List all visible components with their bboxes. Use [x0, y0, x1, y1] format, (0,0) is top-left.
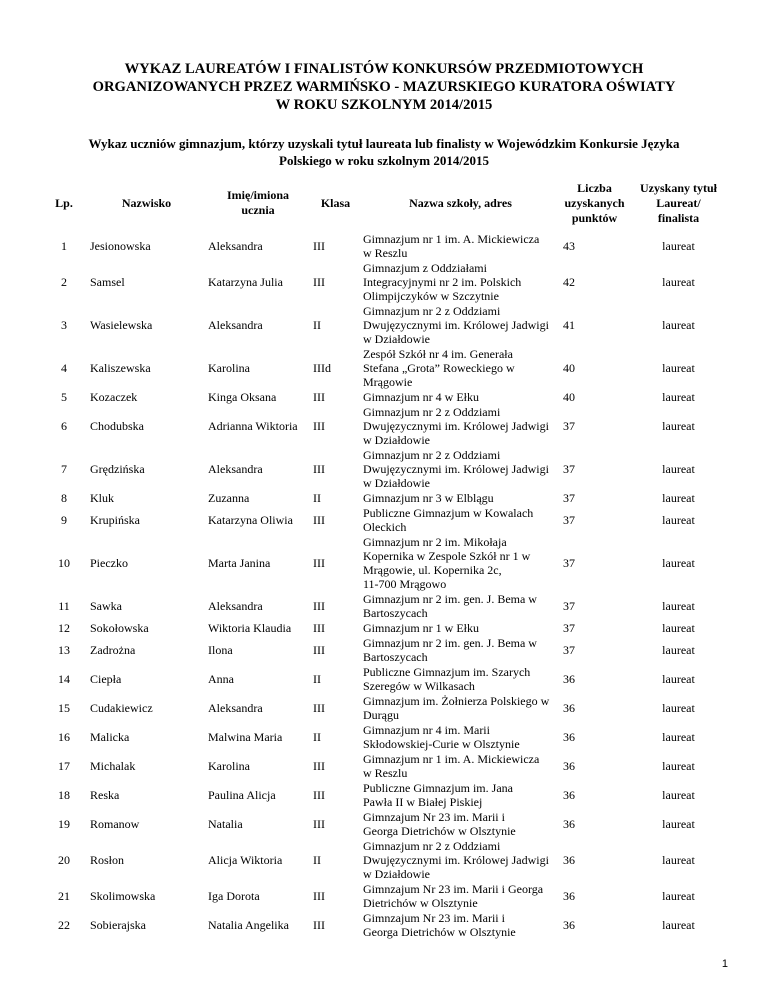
header-punkty-line: Liczba — [577, 180, 612, 195]
cell-lp: 9 — [61, 513, 67, 527]
cell-nazwisko: Sawka — [90, 599, 122, 613]
cell-szkola — [361, 261, 561, 304]
cell-nazwisko: Romanow — [90, 817, 140, 831]
table-row — [41, 839, 729, 882]
cell-szkola — [361, 723, 561, 752]
school-line: Kopernika w Zespole Szkół nr 1 w — [363, 549, 531, 563]
cell-klasa: II — [313, 491, 321, 505]
cell-lp: 17 — [58, 759, 70, 773]
cell-nazwisko: Ciepła — [90, 672, 122, 686]
cell-tytul: laureat — [662, 621, 695, 635]
cell-punkty: 37 — [563, 643, 575, 657]
school-line: w Reszlu — [363, 246, 408, 260]
cell-nazwisko: Pieczko — [90, 556, 128, 570]
cell-lp: 2 — [61, 275, 67, 289]
cell-lp: 14 — [58, 672, 70, 686]
cell-tytul: laureat — [662, 889, 695, 903]
title-line: W ROKU SZKOLNYM 2014/2015 — [275, 97, 493, 113]
cell-tytul: laureat — [662, 759, 695, 773]
school-line: Gimnazjum nr 1 im. A. Mickiewicza — [363, 752, 540, 766]
cell-nazwisko: Rosłon — [90, 853, 125, 867]
cell-tytul: laureat — [662, 275, 695, 289]
school-line: Gimnazjum nr 4 im. Marii — [363, 723, 490, 737]
cell-tytul: laureat — [662, 491, 695, 505]
cell-tytul: laureat — [662, 817, 695, 831]
cell-lp: 7 — [61, 462, 67, 476]
table-row — [41, 506, 729, 535]
cell-tytul: laureat — [662, 462, 695, 476]
school-line: Gimnazjum nr 2 im. gen. J. Bema w — [363, 636, 537, 650]
cell-tytul: laureat — [662, 672, 695, 686]
cell-punkty: 36 — [563, 918, 575, 932]
cell-szkola — [361, 636, 561, 665]
cell-imie: Karolina — [208, 361, 250, 375]
cell-klasa: IIId — [313, 361, 331, 375]
cell-tytul: laureat — [662, 701, 695, 715]
cell-klasa: III — [313, 275, 325, 289]
school-line: Publiczne Gimnazjum w Kowalach — [363, 506, 534, 520]
cell-punkty: 37 — [563, 599, 575, 613]
cell-imie: Katarzyna Julia — [208, 275, 283, 289]
cell-punkty: 37 — [563, 491, 575, 505]
cell-klasa: III — [313, 759, 325, 773]
cell-tytul: laureat — [662, 318, 695, 332]
cell-punkty: 36 — [563, 889, 575, 903]
header-tytul-line: finalista — [657, 210, 700, 225]
cell-szkola — [361, 448, 561, 491]
cell-klasa: III — [313, 643, 325, 657]
school-line: Gimnazjum nr 1 im. A. Mickiewicza — [363, 232, 540, 246]
school-line: Mrągowie, ul. Kopernika 2c, — [363, 563, 502, 577]
school-line: Gimnazjum nr 2 im. gen. J. Bema w — [363, 592, 537, 606]
school-line: Gimnzajum Nr 23 im. Marii i Georga — [363, 882, 544, 896]
cell-nazwisko: Sobierajska — [90, 918, 146, 932]
table-row — [41, 621, 729, 636]
school-line: Gimnazjum im. Żołnierza Polskiego w — [363, 694, 550, 708]
cell-szkola — [361, 232, 561, 261]
school-line: Gimnazjum nr 2 z Oddziami — [363, 839, 501, 853]
cell-tytul: laureat — [662, 788, 695, 802]
cell-klasa: III — [313, 817, 325, 831]
school-line: Gimnazjum nr 1 w Ełku — [363, 621, 479, 635]
cell-lp: 10 — [58, 556, 70, 570]
cell-szkola — [361, 390, 561, 405]
cell-szkola — [361, 621, 561, 636]
table-row — [41, 882, 729, 911]
cell-imie: Wiktoria Klaudia — [208, 621, 292, 635]
cell-klasa: III — [313, 513, 325, 527]
school-line: w Działdowie — [363, 476, 430, 490]
school-line: Mrągowie — [363, 375, 413, 389]
table-row — [41, 592, 729, 621]
cell-tytul: laureat — [662, 730, 695, 744]
cell-szkola — [361, 694, 561, 723]
cell-nazwisko: Malicka — [90, 730, 130, 744]
school-line: w Działdowie — [363, 867, 430, 881]
cell-szkola — [361, 752, 561, 781]
table-row — [41, 665, 729, 694]
cell-imie: Natalia Angelika — [208, 918, 289, 932]
school-line: Gimnazjum nr 4 w Ełku — [363, 390, 479, 404]
cell-imie: Kinga Oksana — [208, 390, 277, 404]
table-row — [41, 535, 729, 592]
school-line: Pawła II w Białej Piskiej — [363, 795, 483, 809]
cell-klasa: II — [313, 853, 321, 867]
cell-nazwisko: Kluk — [90, 491, 114, 505]
school-line: Gimnzajum Nr 23 im. Marii i — [363, 810, 505, 824]
school-line: Olimpijczyków w Szczytnie — [363, 289, 499, 303]
table-body — [41, 232, 729, 940]
cell-nazwisko: Cudakiewicz — [90, 701, 153, 715]
cell-lp: 1 — [61, 239, 67, 253]
cell-klasa: III — [313, 462, 325, 476]
table-row — [41, 752, 729, 781]
subtitle-line: Polskiego w roku szkolnym 2014/2015 — [279, 153, 489, 168]
school-line: Durągu — [363, 708, 399, 722]
cell-tytul: laureat — [662, 419, 695, 433]
table-row — [41, 448, 729, 491]
cell-imie: Karolina — [208, 759, 250, 773]
cell-tytul: laureat — [662, 239, 695, 253]
cell-szkola — [361, 592, 561, 621]
school-line: Dwujęzycznymi im. Królowej Jadwigi — [363, 318, 549, 332]
school-line: Gimnazjum nr 2 z Oddziami — [363, 448, 501, 462]
cell-lp: 4 — [61, 361, 67, 375]
school-line: Stefana „Grota” Roweckiego w — [363, 361, 515, 375]
cell-imie: Aleksandra — [208, 239, 263, 253]
cell-szkola — [361, 839, 561, 882]
table-row — [41, 405, 729, 448]
header-szkola: Nazwa szkoły, adres — [409, 195, 512, 210]
school-line: w Działdowie — [363, 433, 430, 447]
cell-tytul: laureat — [662, 643, 695, 657]
header-lp: Lp. — [55, 195, 73, 210]
table-header-row — [41, 175, 729, 232]
cell-lp: 21 — [58, 889, 70, 903]
cell-imie: Iga Dorota — [208, 889, 260, 903]
table-row — [41, 636, 729, 665]
cell-lp: 8 — [61, 491, 67, 505]
school-line: Dietrichów w Olsztynie — [363, 896, 478, 910]
table-row — [41, 781, 729, 810]
school-line: Georga Dietrichów w Olsztynie — [363, 925, 516, 939]
cell-lp: 16 — [58, 730, 70, 744]
cell-nazwisko: Grędzińska — [90, 462, 145, 476]
cell-lp: 5 — [61, 390, 67, 404]
cell-lp: 18 — [58, 788, 70, 802]
cell-nazwisko: Michalak — [90, 759, 136, 773]
cell-punkty: 36 — [563, 701, 575, 715]
header-imie-line: ucznia — [241, 203, 275, 217]
cell-punkty: 37 — [563, 513, 575, 527]
cell-szkola — [361, 405, 561, 448]
cell-nazwisko: Chodubska — [90, 419, 144, 433]
school-line: Publiczne Gimnazjum im. Szarych — [363, 665, 531, 679]
cell-szkola — [361, 491, 561, 506]
document-subtitle — [40, 135, 728, 169]
document-title — [40, 60, 728, 114]
cell-lp: 6 — [61, 419, 67, 433]
table-row — [41, 810, 729, 839]
header-tytul-line: Laureat/ — [656, 195, 701, 210]
school-line: Publiczne Gimnazjum im. Jana — [363, 781, 513, 795]
cell-imie: Natalia — [208, 817, 243, 831]
cell-nazwisko: Krupińska — [90, 513, 140, 527]
cell-klasa: II — [313, 318, 321, 332]
cell-tytul: laureat — [662, 513, 695, 527]
cell-nazwisko: Reska — [90, 788, 120, 802]
school-line: w Reszlu — [363, 766, 408, 780]
cell-imie: Aleksandra — [208, 318, 263, 332]
cell-punkty: 36 — [563, 853, 575, 867]
cell-lp: 22 — [58, 918, 70, 932]
school-line: Szeregów w Wilkasach — [363, 679, 475, 693]
cell-lp: 3 — [61, 318, 67, 332]
school-line: Gimnazjum nr 2 im. Mikołaja — [363, 535, 507, 549]
header-imie-line: Imię/imiona — [227, 188, 289, 202]
table-row — [41, 911, 729, 940]
cell-szkola — [361, 506, 561, 535]
table-row — [41, 261, 729, 304]
cell-klasa: II — [313, 672, 321, 686]
table-row — [41, 304, 729, 347]
school-line: Georga Dietrichów w Olsztynie — [363, 824, 516, 838]
cell-tytul: laureat — [662, 556, 695, 570]
cell-punkty: 41 — [563, 318, 575, 332]
school-line: Gimnzajum Nr 23 im. Marii i — [363, 911, 505, 925]
cell-szkola — [361, 665, 561, 694]
cell-punkty: 37 — [563, 419, 575, 433]
cell-klasa: III — [313, 419, 325, 433]
school-line: Dwujęzycznymi im. Królowej Jadwigi — [363, 462, 549, 476]
cell-punkty: 36 — [563, 730, 575, 744]
table-row — [41, 390, 729, 405]
cell-szkola — [361, 911, 561, 940]
cell-punkty: 40 — [563, 361, 575, 375]
cell-punkty: 36 — [563, 672, 575, 686]
cell-imie: Aleksandra — [208, 701, 263, 715]
header-tytul-line: Uzyskany tytuł — [639, 180, 717, 195]
cell-imie: Aleksandra — [208, 462, 263, 476]
cell-nazwisko: Skolimowska — [90, 889, 156, 903]
cell-punkty: 37 — [563, 621, 575, 635]
cell-tytul: laureat — [662, 599, 695, 613]
cell-punkty: 43 — [563, 239, 575, 253]
cell-szkola — [361, 810, 561, 839]
title-line: ORGANIZOWANYCH PRZEZ WARMIŃSKO - MAZURSKIEGO KURATORA OŚWIATY — [92, 79, 676, 95]
school-line: Dwujęzycznymi im. Królowej Jadwigi — [363, 419, 549, 433]
cell-imie: Katarzyna Oliwia — [208, 513, 293, 527]
cell-lp: 12 — [58, 621, 70, 635]
header-klasa: Klasa — [320, 195, 351, 210]
cell-szkola — [361, 304, 561, 347]
cell-szkola — [361, 882, 561, 911]
cell-klasa: III — [313, 889, 325, 903]
cell-lp: 11 — [58, 599, 70, 613]
cell-szkola — [361, 347, 561, 390]
cell-imie: Anna — [208, 672, 234, 686]
cell-lp: 20 — [58, 853, 70, 867]
cell-lp: 15 — [58, 701, 70, 715]
cell-klasa: III — [313, 701, 325, 715]
header-punkty — [561, 175, 629, 232]
cell-tytul: laureat — [662, 918, 695, 932]
header-nazwisko: Nazwisko — [121, 195, 172, 210]
header-imie — [206, 175, 311, 232]
school-line: Gimnazjum nr 3 w Elblągu — [363, 491, 494, 505]
header-punkty-line: punktów — [571, 210, 618, 225]
cell-nazwisko: Kozaczek — [90, 390, 138, 404]
table-row — [41, 491, 729, 506]
cell-klasa: III — [313, 556, 325, 570]
cell-imie: Aleksandra — [208, 599, 263, 613]
cell-imie: Alicja Wiktoria — [208, 853, 283, 867]
cell-szkola — [361, 781, 561, 810]
school-line: Oleckich — [363, 520, 407, 534]
school-line: w Działdowie — [363, 332, 430, 346]
cell-klasa: III — [313, 390, 325, 404]
table-row — [41, 694, 729, 723]
school-line: Integracyjnymi nr 2 im. Polskich — [363, 275, 522, 289]
cell-klasa: III — [313, 788, 325, 802]
cell-tytul: laureat — [662, 853, 695, 867]
subtitle-line: Wykaz uczniów gimnazjum, którzy uzyskali tytuł laureata lub finalisty w Wojewódzkim Konkursie Języka — [88, 136, 680, 151]
cell-klasa: III — [313, 621, 325, 635]
school-line: Dwujęzycznymi im. Królowej Jadwigi — [363, 853, 549, 867]
header-tytul — [629, 175, 729, 232]
cell-tytul: laureat — [662, 361, 695, 375]
cell-punkty: 40 — [563, 390, 575, 404]
cell-imie: Adrianna Wiktoria — [208, 419, 298, 433]
cell-punkty: 37 — [563, 462, 575, 476]
school-line: Zespół Szkół nr 4 im. Generała — [363, 347, 513, 361]
cell-punkty: 37 — [563, 556, 575, 570]
cell-lp: 13 — [58, 643, 70, 657]
cell-punkty: 36 — [563, 788, 575, 802]
cell-klasa: III — [313, 918, 325, 932]
school-line: Gimnazjum z Oddziałami — [363, 261, 487, 275]
table-row — [41, 723, 729, 752]
cell-nazwisko: Jesionowska — [90, 239, 151, 253]
cell-lp: 19 — [58, 817, 70, 831]
cell-imie: Zuzanna — [208, 491, 250, 505]
school-line: Bartoszycach — [363, 650, 428, 664]
school-line: Gimnazjum nr 2 z Oddziami — [363, 304, 501, 318]
cell-imie: Marta Janina — [208, 556, 271, 570]
cell-imie: Paulina Alicja — [208, 788, 276, 802]
laureates-table — [40, 174, 729, 940]
page-number: 1 — [721, 958, 728, 970]
cell-szkola — [361, 535, 561, 592]
school-line: Bartoszycach — [363, 606, 428, 620]
cell-nazwisko: Sokołowska — [90, 621, 149, 635]
school-line: Gimnazjum nr 2 z Oddziami — [363, 405, 501, 419]
cell-imie: Malwina Maria — [208, 730, 283, 744]
cell-tytul: laureat — [662, 390, 695, 404]
title-line: WYKAZ LAUREATÓW I FINALISTÓW KONKURSÓW PRZEDMIOTOWYCH — [124, 61, 644, 77]
school-line: Skłodowskiej-Curie w Olsztynie — [363, 737, 520, 751]
cell-klasa: III — [313, 239, 325, 253]
cell-klasa: II — [313, 730, 321, 744]
cell-nazwisko: Wasielewska — [90, 318, 153, 332]
cell-nazwisko: Zadrożna — [90, 643, 136, 657]
table-row — [41, 232, 729, 261]
cell-punkty: 42 — [563, 275, 575, 289]
school-line: 11-700 Mrągowo — [363, 577, 447, 591]
table-row — [41, 347, 729, 390]
cell-punkty: 36 — [563, 817, 575, 831]
cell-klasa: III — [313, 599, 325, 613]
cell-nazwisko: Kaliszewska — [90, 361, 151, 375]
cell-imie: Ilona — [208, 643, 233, 657]
cell-punkty: 36 — [563, 759, 575, 773]
header-punkty-line: uzyskanych — [564, 195, 625, 210]
cell-nazwisko: Samsel — [90, 275, 125, 289]
